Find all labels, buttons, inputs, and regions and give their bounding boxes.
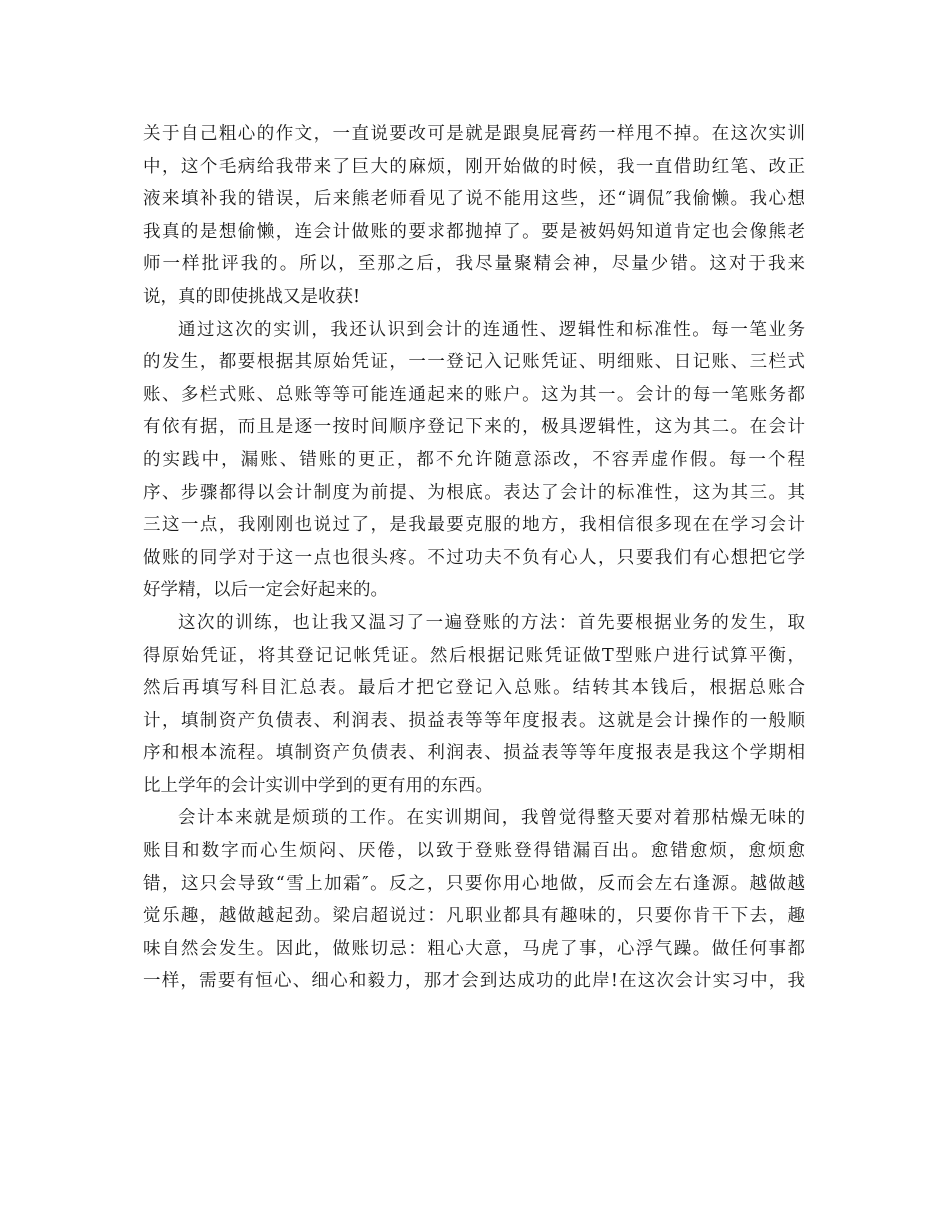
text-line: 的实践中，漏账、错账的更正，都不允许随意添改，不容弄虚作假。每一个程 xyxy=(143,449,805,470)
paragraph-first-line: 这次的训练，也让我又温习了一遍登账的方法：首先要根据业务的发生，取 xyxy=(178,612,805,633)
text-line: 计，填制资产负债表、利润表、损益表等等年度报表。这就是会计操作的一般顺 xyxy=(143,710,805,731)
text-line: 得原始凭证，将其登记记帐凭证。然后根据记账凭证做T型账户进行试算平衡， xyxy=(143,645,805,666)
body-text xyxy=(143,118,805,998)
paragraph-first-line: 通过这次的实训，我还认识到会计的连通性、逻辑性和标准性。每一笔业务 xyxy=(178,319,805,340)
text-line: 好学精，以后一定会好起来的。 xyxy=(143,580,388,601)
text-line: 做账的同学对于这一点也很头疼。不过功夫不负有心人，只要我们有心想把它学 xyxy=(143,547,805,568)
text-line: 说，真的即使挑战又是收获! xyxy=(143,286,361,307)
text-line: 比上学年的会计实训中学到的更有用的东西。 xyxy=(143,775,493,796)
text-line: 序、步骤都得以会计制度为前提、为根底。表达了会计的标准性，这为其三。其 xyxy=(143,482,805,503)
text-line: 三这一点，我刚刚也说过了，是我最要克服的地方，我相信很多现在在学习会计 xyxy=(143,515,805,536)
paragraph-first-line: 会计本来就是烦琐的工作。在实训期间，我曾觉得整天要对着那枯燥无味的 xyxy=(178,808,805,829)
text-line: 味自然会发生。因此，做账切忌：粗心大意，马虎了事，心浮气躁。做任何事都 xyxy=(143,938,805,959)
text-line: 师一样批评我的。所以，至那之后，我尽量聚精会神，尽量少错。这对于我来 xyxy=(143,254,805,275)
text-line: 一样，需要有恒心、细心和毅力，那才会到达成功的此岸!在这次会计实习中，我 xyxy=(143,971,805,992)
text-line: 中，这个毛病给我带来了巨大的麻烦，刚开始做的时候，我一直借助红笔、改正 xyxy=(143,156,805,177)
text-line: 觉乐趣，越做越起劲。梁启超说过：凡职业都具有趣味的，只要你肯干下去，趣 xyxy=(143,906,805,927)
text-line: 的发生，都要根据其原始凭证，一一登记入记账凭证、明细账、日记账、三栏式 xyxy=(143,352,805,373)
text-line: 关于自己粗心的作文，一直说要改可是就是跟臭屁膏药一样甩不掉。在这次实训 xyxy=(143,124,805,144)
text-line: 我真的是想偷懒，连会计做账的要求都抛掉了。要是被妈妈知道肯定也会像熊老 xyxy=(143,221,805,242)
text-line: 序和根本流程。填制资产负债表、利润表、损益表等等年度报表是我这个学期相 xyxy=(143,743,805,764)
text-line: 账、多栏式账、总账等等可能连通起来的账户。这为其一。会计的每一笔账务都 xyxy=(143,384,805,405)
text-line: 液来填补我的错误，后来熊老师看见了说不能用这些，还“调侃″我偷懒。我心想 xyxy=(143,189,805,210)
text-line: 然后再填写科目汇总表。最后才把它登记入总账。结转其本钱后，根据总账合 xyxy=(143,678,805,699)
text-line: 有依有据，而且是逐一按时间顺序登记下来的，极具逻辑性，这为其二。在会计 xyxy=(143,417,805,438)
text-line: 账目和数字而心生烦闷、厌倦，以致于登账登得错漏百出。愈错愈烦，愈烦愈 xyxy=(143,841,805,862)
text-line: 错，这只会导致“雪上加霜″。反之，只要你用心地做，反而会左右逢源。越做越 xyxy=(143,873,805,894)
